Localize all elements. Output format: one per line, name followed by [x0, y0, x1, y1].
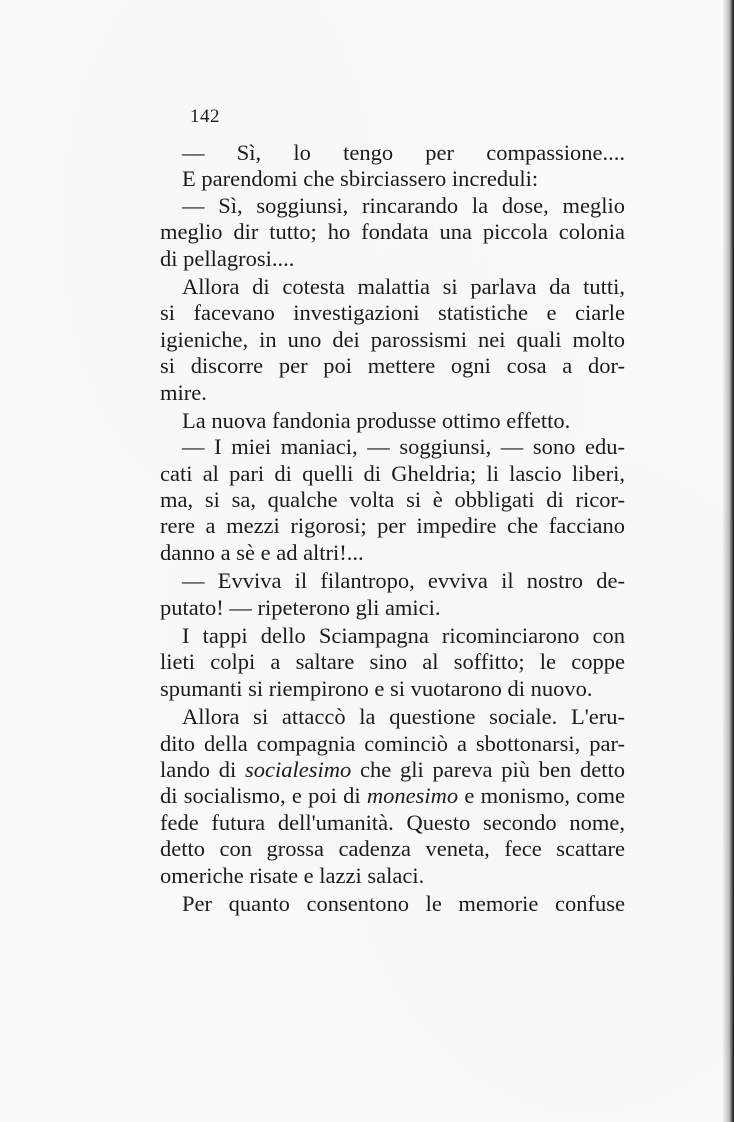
text-line: ma, si sa, qualche volta si è obbligati di ricor-	[160, 487, 625, 513]
text-line: Per quanto consentono le memorie confuse	[182, 890, 625, 916]
italic-term: socialesimo	[245, 756, 352, 782]
text-line: igieniche, in uno dei parossismi nei quali molto	[160, 326, 625, 352]
text-line: detto con grossa cadenza veneta, fece scattare	[160, 836, 625, 862]
text-line: lieti colpi a saltare sino al soffitto; le coppe	[160, 649, 625, 675]
text-line: Allora di cotesta malattia si parlava da tutti,	[182, 273, 625, 299]
text-line: rere a mezzi rigorosi; per impedire che facciano	[160, 513, 625, 539]
text-line: putato! — ripeterono gli amici.	[160, 594, 441, 620]
text-line: danno a sè e ad altri!...	[160, 539, 364, 565]
text-line: mire.	[160, 379, 207, 405]
text-line: si facevano investigazioni statistiche e ciarle	[160, 300, 625, 326]
page-number: 142	[190, 106, 220, 127]
page-edge-shadow	[722, 0, 734, 1122]
text-line: omeriche risate e lazzi salaci.	[160, 862, 425, 888]
text-line: La nuova fandonia produsse ottimo effetto.	[182, 407, 571, 433]
text-segment: e monismo, come	[458, 783, 625, 809]
text-line: — Sì, lo tengo per compassione....	[182, 140, 625, 165]
text-line: spumanti si riempirono e si vuotarono di nuovo.	[160, 675, 593, 701]
text-line: di pellagrosi....	[160, 245, 295, 271]
text-line: — I miei maniaci, — soggiunsi, — sono edu-	[182, 434, 625, 460]
text-line: I tappi dello Sciampagna ricominciarono con	[182, 623, 625, 649]
text-line: cati al pari di quelli di Gheldria; li lascio liberi,	[160, 460, 625, 486]
body-text	[160, 140, 625, 917]
text-line: si discorre per poi mettere ogni cosa a dor-	[160, 353, 625, 379]
text-segment: lando di	[160, 756, 246, 782]
text-line: Allora si attaccò la questione sociale. L'eru-	[182, 704, 625, 730]
text-line	[160, 757, 625, 783]
text-line: meglio dir tutto; ho fondata una piccola colonia	[160, 219, 625, 245]
text-line: — Evviva il filantropo, evviva il nostro de-	[182, 568, 625, 594]
italic-term: monesimo	[366, 783, 459, 809]
text-line: — Sì, soggiunsi, rincarando la dose, meglio	[182, 192, 625, 218]
text-line: E parendomi che sbirciassero increduli:	[182, 166, 539, 192]
text-line: fede futura dell'umanità. Questo secondo nome,	[160, 809, 625, 835]
text-line: dito della compagnia cominciò a sbottonarsi, par-	[160, 730, 625, 756]
text-segment: che gli pareva più ben detto	[351, 756, 625, 782]
text-line	[160, 783, 625, 809]
text-segment: di socialismo, e poi di	[160, 783, 367, 809]
